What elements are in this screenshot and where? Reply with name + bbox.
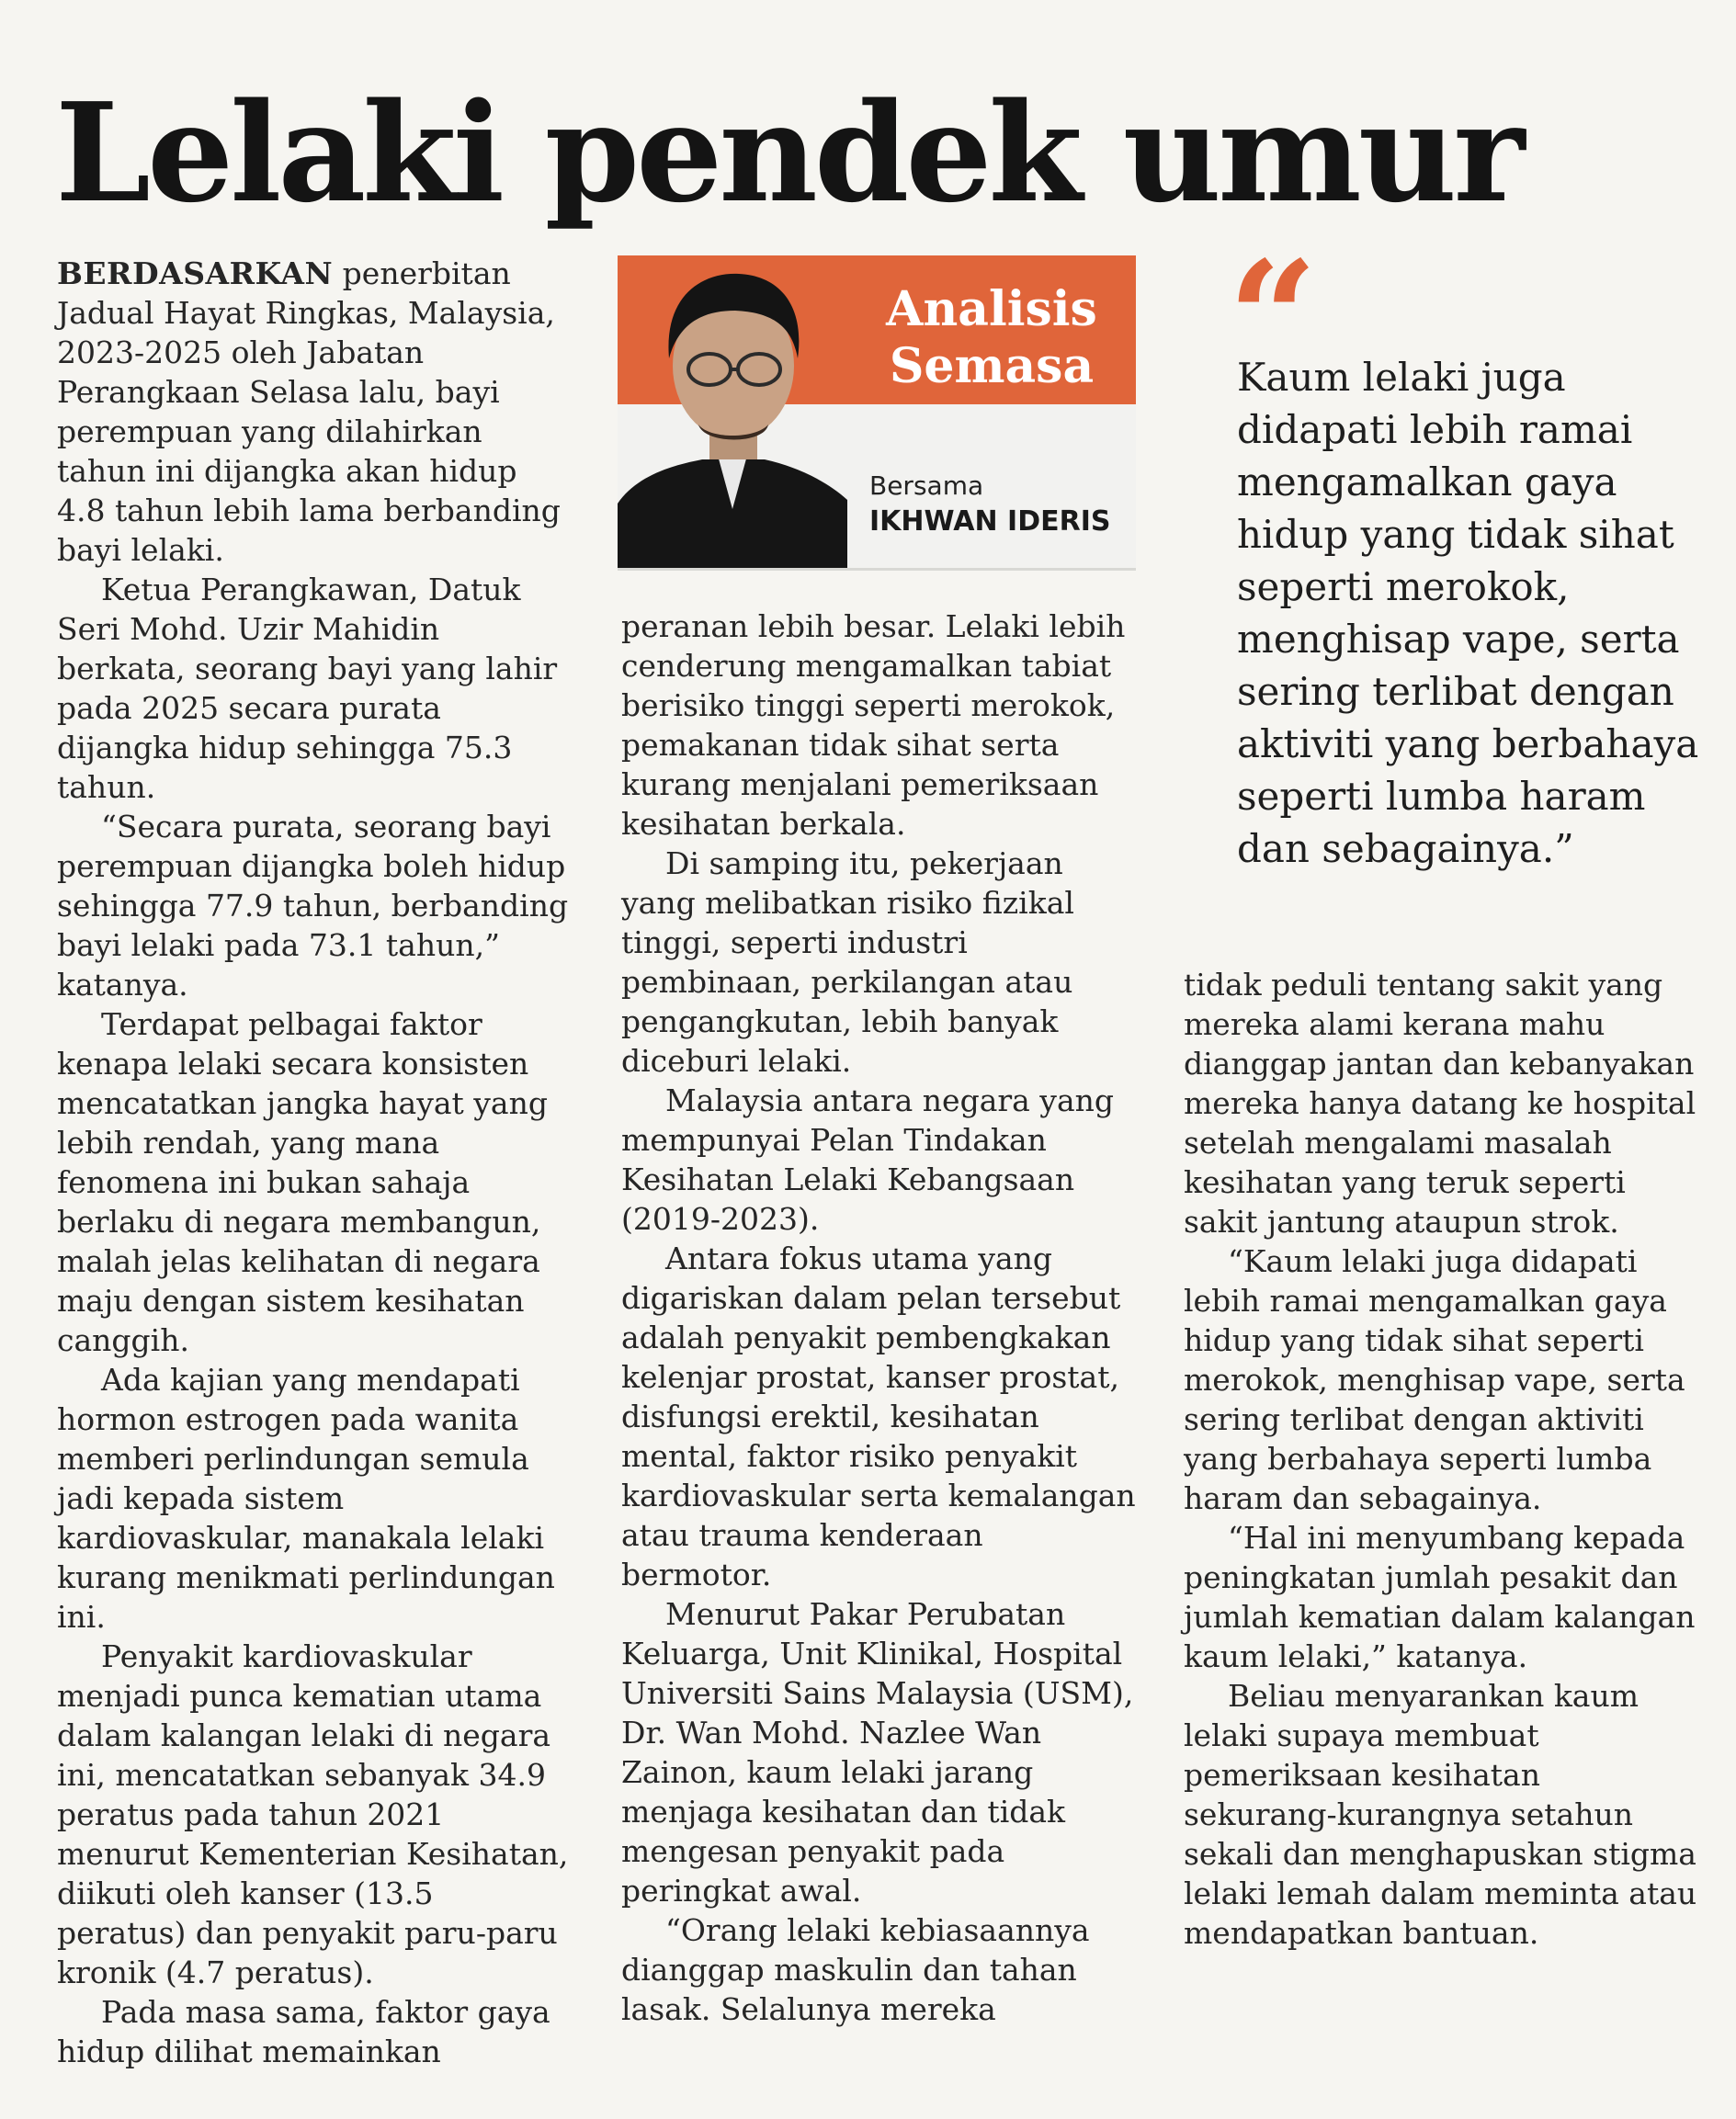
article-paragraph — [57, 254, 572, 570]
column-banner — [618, 255, 1136, 571]
lead-text: penerbitan Jadual Hayat Ringkas, Malaysia, 2023-2025 oleh Jabatan Perangkaan Selasa lalu, bayi perempuan yang dilahirkan tahun ini dijangka akan hidup 4.8 tahun lebih lama berbanding bayi lelaki. — [57, 255, 561, 568]
quote-mark-icon: “ — [1228, 227, 1318, 411]
article-paragraph: Terdapat pelbagai faktor kenapa lelaki secara konsisten mencatatkan jangka hayat yang lebih rendah, yang mana fenomena ini bukan sahaja berlaku di negara membangun, malah jelas kelihatan di negara maju dengan sistem kesihatan canggih. — [57, 1006, 548, 1358]
article-paragraph: tidak peduli tentang sakit yang mereka alami kerana mahu dianggap jantan dan kebanyakan mereka hanya datang ke hospital setelah mengalami masalah kesihatan yang teruk seperti sakit jantung ataupun strok. — [1184, 967, 1696, 1240]
byline-label: Bersama — [869, 470, 984, 501]
article-paragraph: Ada kajian yang mendapati hormon estrogen pada wanita memberi perlindungan semula jadi kepada sistem kardiovaskular, manakala lelaki kurang menikmati perlindungan ini. — [57, 1362, 555, 1635]
article-paragraph: Penyakit kardiovaskular menjadi punca kematian utama dalam kalangan lelaki di negara ini, mencatatkan sebanyak 34.9 peratus pada tahun 2021 menurut Kementerian Kesihatan, diikuti oleh kanser (13.5 peratus) dan penyakit paru-paru kronik (4.7 peratus). — [57, 1638, 569, 1990]
article-paragraph: Menurut Pakar Perubatan Keluarga, Unit Klinikal, Hospital Universiti Sains Malaysia (USM), Dr. Wan Mohd. Nazlee Wan Zainon, kaum lelaki jarang menjaga kesihatan dan tidak mengesan penyakit pada peringkat awal. — [621, 1596, 1134, 1909]
column-title-line-2: Semasa — [889, 338, 1095, 394]
article-paragraph: “Kaum lelaki juga didapati lebih ramai mengamalkan gaya hidup yang tidak sihat seperti merokok, menghisap vape, serta sering terlibat dengan aktiviti yang berbahaya seperti lumba haram dan sebagainya. — [1184, 1243, 1685, 1516]
article-column-2 — [621, 606, 1136, 2029]
article-column-3 — [1184, 965, 1698, 1953]
column-title-line-1: Analisis — [886, 281, 1097, 337]
pull-quote: Kaum lelaki juga didapati lebih ramai mengamalkan gaya hidup yang tidak sihat seperti merokok, menghisap vape, serta sering terlibat dengan aktiviti yang berbahaya seperti lumba haram dan sebagainya.” — [1237, 355, 1699, 871]
author-portrait — [618, 255, 847, 568]
article-paragraph: Di samping itu, pekerjaan yang melibatkan risiko fizikal tinggi, seperti industri pembinaan, perkilangan atau pengangkutan, lebih banyak diceburi lelaki. — [621, 845, 1074, 1079]
article-paragraph: Antara fokus utama yang digariskan dalam pelan tersebut adalah penyakit pembengkakan kelenjar prostat, kanser prostat, disfungsi erektil, kesihatan mental, faktor risiko penyakit kardiovaskular serta kemalangan atau trauma kenderaan bermotor. — [621, 1241, 1136, 1592]
article-column-1 — [57, 254, 572, 2071]
article-paragraph: “Orang lelaki kebiasaannya dianggap maskulin dan tahan lasak. Selalunya mereka — [621, 1912, 1090, 2027]
headline: Lelaki pendek umur — [55, 73, 1522, 232]
author-name: IKHWAN IDERIS — [869, 505, 1111, 538]
article-paragraph: peranan lebih besar. Lelaki lebih cenderung mengamalkan tabiat berisiko tinggi seperti merokok, pemakanan tidak sihat serta kurang menjalani pemeriksaan kesihatan berkala. — [621, 608, 1126, 842]
column-title — [868, 281, 1116, 395]
article-paragraph: “Secara purata, seorang bayi perempuan dijangka boleh hidup sehingga 77.9 tahun, berbanding bayi lelaki pada 73.1 tahun,” katanya. — [57, 809, 569, 1003]
article-paragraph: “Hal ini menyumbang kepada peningkatan jumlah pesakit dan jumlah kematian dalam kalangan kaum lelaki,” katanya. — [1184, 1520, 1696, 1674]
lead-word: BERDASARKAN — [57, 255, 334, 291]
article-paragraph: Ketua Perangkawan, Datuk Seri Mohd. Uzir Mahidin berkata, seorang bayi yang lahir pada 2025 secara purata dijangka hidup sehingga 75.3 tahun. — [57, 572, 558, 805]
article-paragraph: Pada masa sama, faktor gaya hidup dilihat memainkan — [57, 1994, 550, 2069]
article-paragraph: Malaysia antara negara yang mempunyai Pelan Tindakan Kesihatan Lelaki Kebangsaan (2019-2023). — [621, 1082, 1115, 1237]
article-paragraph: Beliau menyarankan kaum lelaki supaya membuat pemeriksaan kesihatan sekurang-kurangnya setahun sekali dan menghapuskan stigma lelaki lemah dalam meminta atau mendapatkan bantuan. — [1184, 1678, 1697, 1951]
